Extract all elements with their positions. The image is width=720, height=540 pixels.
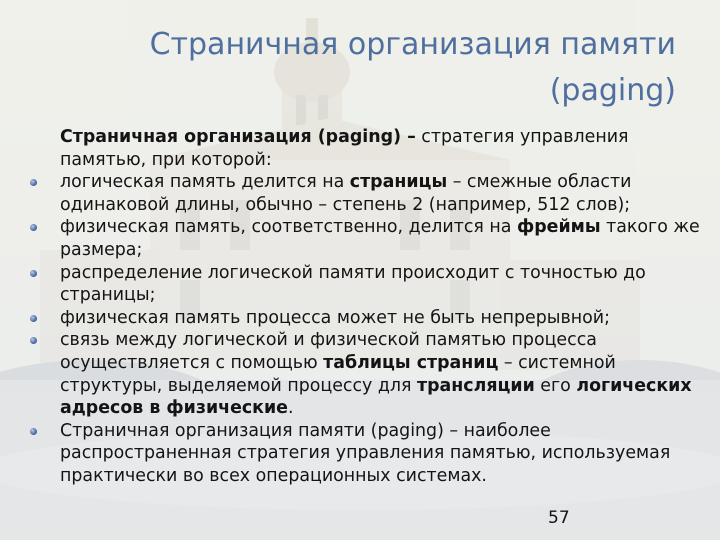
- bullet-text: физическая память процесса может не быть непрерывной;: [60, 307, 610, 328]
- bullet-text: связь между логической и физической памятью процесса осуществляется с помощью: [60, 330, 597, 373]
- intro-paragraph: [60, 126, 700, 171]
- bullet-dot-icon: [30, 428, 37, 435]
- bullet-dot-icon: [30, 315, 37, 322]
- bullet-term: таблицы страниц: [323, 352, 499, 373]
- bullet-text: – смежные области одинаковой длины, обычно – степень 2 (например, 512 слов);: [60, 172, 632, 215]
- bullet-text: его: [534, 375, 577, 396]
- slide-title-line-1: Страничная организация памяти: [149, 27, 676, 62]
- bullet-term: трансляции: [417, 375, 535, 396]
- bullet-dot-icon: [30, 270, 37, 277]
- intro-text: стратегия управления памятью, при которой:: [60, 127, 629, 170]
- bullet-item: [60, 171, 700, 216]
- bullet-text: Страничная организация памяти (paging) – наиболее распространенная стратегия управления памятью, используемая практически во всех операционных системах.: [60, 420, 671, 486]
- bullet-text: логическая память делится на: [60, 172, 350, 193]
- bullet-text: .: [287, 398, 294, 419]
- bullet-item: [60, 420, 700, 488]
- bullet-term: страницы: [349, 172, 448, 193]
- bullet-text: такого же размера;: [60, 217, 700, 260]
- intro-term: Страничная организация (paging) –: [60, 127, 416, 147]
- bullet-text: – системной структуры, выделяемой процессу для: [60, 352, 616, 396]
- bullet-item: [60, 262, 700, 307]
- bullet-text: физическая память, соответственно, делится на: [60, 217, 517, 238]
- bullet-term: фреймы: [516, 217, 601, 238]
- bullet-item: [60, 216, 700, 261]
- page-number: 57: [548, 508, 570, 528]
- slide-title: [76, 22, 676, 114]
- slide-body: [60, 126, 700, 488]
- bullet-item: [60, 329, 700, 419]
- slide-title-line-2: (paging): [549, 73, 676, 108]
- bullet-term: логических адресов в физические: [60, 375, 692, 419]
- bullet-text: распределение логической памяти происходит с точностью до страницы;: [60, 262, 646, 306]
- bullet-item: [60, 307, 700, 330]
